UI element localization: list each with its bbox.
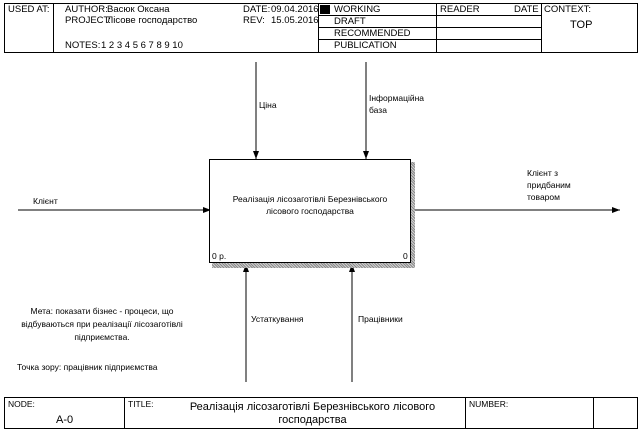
date-value: 09.04.2016 xyxy=(271,4,319,15)
notes-value: 1 2 3 4 5 6 7 8 9 10 xyxy=(101,40,183,51)
project-label: PROJECT: xyxy=(65,15,111,26)
footer-title: Реалізація лісозаготівлі Березнівського лісового господарства xyxy=(189,401,436,426)
viewpoint-text: Точка зору: працівник підприємства xyxy=(17,362,158,372)
input-label: Клієнт xyxy=(33,196,58,206)
used-at-label: USED AT: xyxy=(8,4,50,15)
title-label: TITLE: xyxy=(128,399,154,409)
node-value: A-0 xyxy=(56,414,74,426)
control-label-price: Ціна xyxy=(259,100,277,110)
mechanism-label-equipment: Устаткування xyxy=(251,314,304,324)
reader-label: READER xyxy=(440,4,480,15)
footer-divider xyxy=(593,397,594,429)
node-label: NODE: xyxy=(8,399,35,409)
author-label: AUTHOR: xyxy=(65,4,108,15)
mechanism-label-workers: Працівники xyxy=(358,314,403,324)
context-label: CONTEXT: xyxy=(544,4,591,15)
date-label: DATE: xyxy=(243,4,271,15)
activity-title: Реалізація лісозаготівлі Березнівського лісового господарства xyxy=(232,194,388,216)
rev-label: REV: xyxy=(243,15,265,26)
footer-divider xyxy=(465,397,466,429)
status-publication: PUBLICATION xyxy=(334,40,397,51)
status-draft: DRAFT xyxy=(334,16,366,27)
activity-cost: 0 р. xyxy=(212,251,227,261)
activity-number: 0 xyxy=(403,251,408,261)
number-label: NUMBER: xyxy=(469,399,509,409)
footer-divider xyxy=(124,397,125,429)
rev-value: 15.05.2016 xyxy=(271,15,319,26)
purpose-text: Мета: показати бізнес - процеси, що відбуваються при реалізації лісозаготівлі підприємства. xyxy=(21,306,183,342)
notes-label: NOTES: xyxy=(65,40,101,51)
control-label-infobase: Інформаційна база xyxy=(369,93,425,115)
status-recommended: RECOMMENDED xyxy=(334,28,411,39)
output-label: Клієнт з придбаним товаром xyxy=(527,168,571,202)
project-value: Лісове господарство xyxy=(107,15,198,26)
reader-date-label: DATE xyxy=(514,4,539,15)
context-value: TOP xyxy=(570,19,593,31)
status-working: WORKING xyxy=(334,4,381,15)
author-value: Васюк Оксана xyxy=(107,4,170,15)
